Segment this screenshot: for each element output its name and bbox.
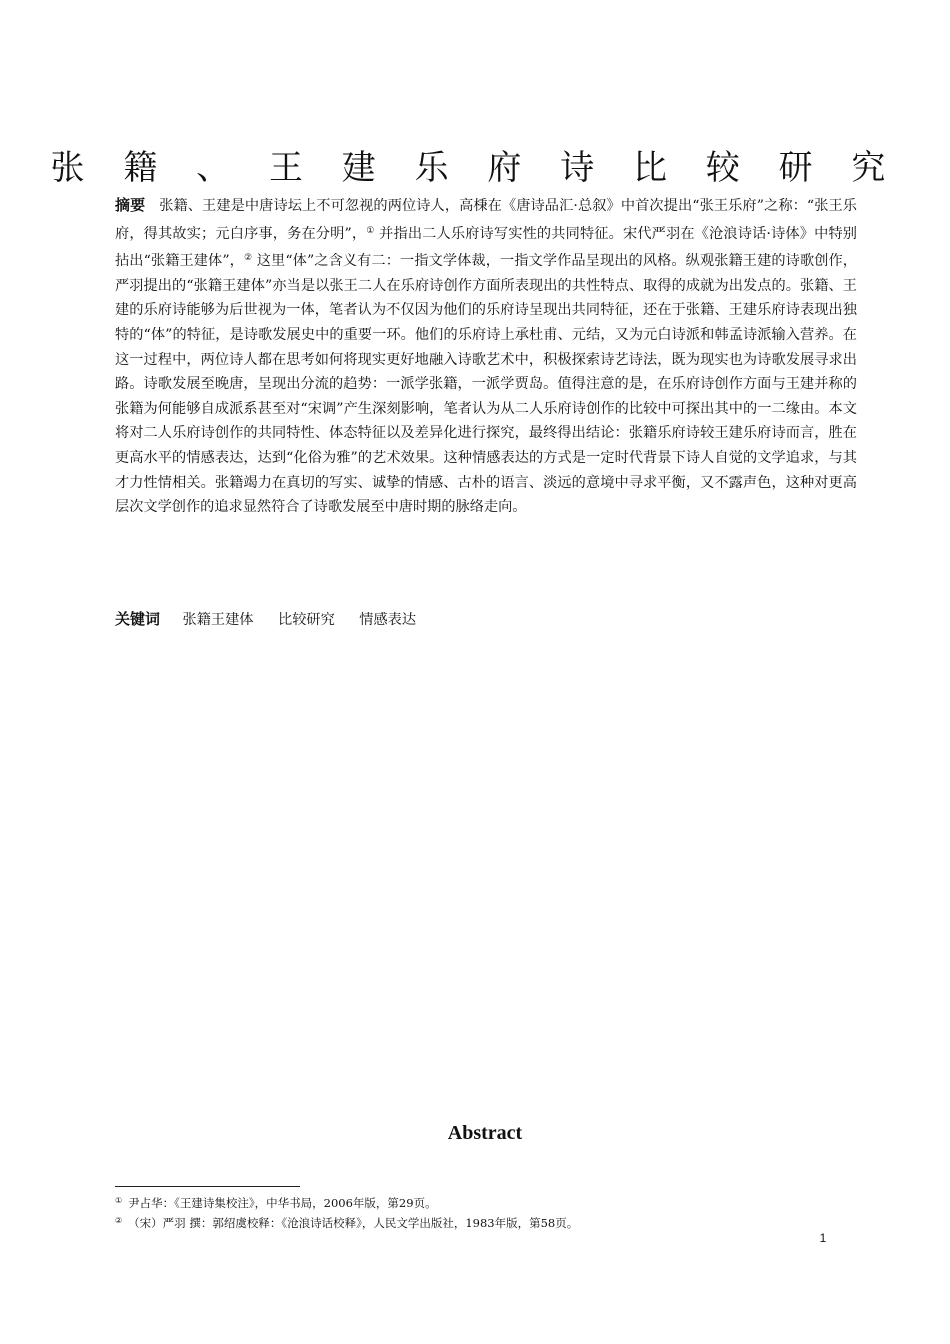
keyword-item: 情感表达 xyxy=(359,612,417,628)
footnote-reference-2[interactable]: ② xyxy=(243,253,253,264)
page-number: 1 xyxy=(819,1231,827,1245)
abstract-text-part-2: 并指出二人乐府诗写实性的共同特征。宋代严羽在《沧浪诗话·诗体》中特别拈出“张籍王建体”， xyxy=(115,225,857,270)
footnote-marker: ② xyxy=(115,1216,123,1225)
footnote-reference-1[interactable]: ① xyxy=(366,225,375,236)
footnote-marker: ① xyxy=(115,1196,123,1205)
footnote-text: （宋）严羽 撰：郭绍虞校释：《沧浪诗话校释》，人民文学出版社，1983年版，第58页。 xyxy=(128,1216,579,1230)
abstract-label: 摘要 xyxy=(115,196,146,214)
keyword-item: 比较研究 xyxy=(278,612,335,628)
english-abstract-heading: Abstract xyxy=(447,1122,523,1144)
chinese-abstract xyxy=(115,193,857,520)
footnote-item xyxy=(115,1212,857,1232)
footnote-item xyxy=(115,1192,857,1212)
paper-title: 张 籍 、 王 建 乐 府 诗 比 较 研 究 xyxy=(50,148,900,188)
keywords-line xyxy=(115,607,857,632)
abstract-text-part-1: 张籍、王建是中唐诗坛上不可忽视的两位诗人，高棅在《唐诗品汇·总叙》中首次提出“张王乐府”之称：“张王乐府，得其故实；元白序事，务在分明”， xyxy=(115,198,857,242)
footnotes xyxy=(115,1192,857,1232)
keyword-item: 张籍王建体 xyxy=(182,612,254,628)
abstract-text-part-3: 这里“体”之含义有二：一指文学体裁，一指文学作品呈现出的风格。纵观张籍王建的诗歌创作，严羽提出的“张籍王建体”亦当是以张王二人在乐府诗创作方面所表现出的共性特点、取得的成就为出发点的。张籍、王建的乐府诗能够为后世视为一体，笔者认为不仅因为他们的乐府诗呈现出共同特征，还在于张籍、王建乐府诗表现出独特的“体”的特征，是诗歌发展史中的重要一环。他们的乐府诗上承杜甫、元结，又为元白诗派和韩孟诗派输入营养。在这一过程中，两位诗人都在思考如何将现实更好地融入诗歌艺术中，积极探索诗艺诗法，既为现实也为诗歌发展寻求出路。诗歌发展至晚唐，呈现出分流的趋势：一派学张籍，一派学贾岛。值得注意的是，在乐府诗创作方面与王建并称的张籍为何能够自成派系甚至对“宋调”产生深刻影响，笔者认为从二人乐府诗创作的比较中可探出其中的一二缘由。本文将对二人乐府诗创作的共同特性、体态特征以及差异化进行探究，最终得出结论：张籍乐府诗较王建乐府诗而言，胜在更高水平的情感表达，达到“化俗为雅”的艺术效果。这种情感表达的方式是一定时代背景下诗人自觉的文学追求，与其才力性情相关。张籍竭力在真切的写实、诚挚的情感、古朴的语言、淡远的意境中寻求平衡，又不露声色，这种对更高层次文学创作的追求显然符合了诗歌发展至中唐时期的脉络走向。 xyxy=(115,253,857,516)
footnote-separator xyxy=(115,1186,300,1187)
footnote-text: 尹占华：《王建诗集校注》，中华书局，2006年版，第29页。 xyxy=(128,1196,437,1210)
keywords-label: 关键词 xyxy=(115,610,161,628)
